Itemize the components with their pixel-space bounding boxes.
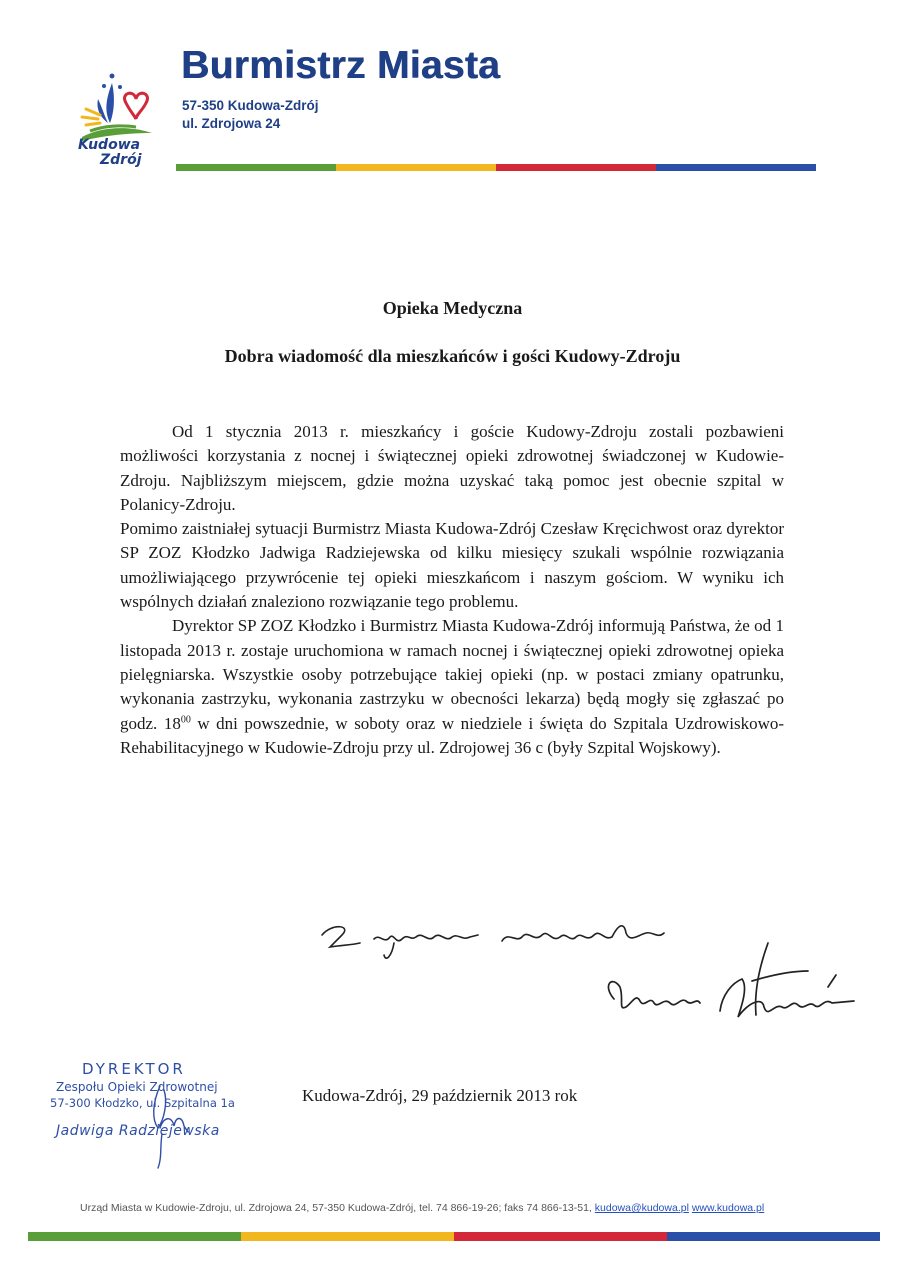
bar-segment-green	[176, 164, 336, 171]
office-title: Burmistrz Miasta	[181, 44, 501, 87]
place-and-date: Kudowa-Zdrój, 29 październik 2013 rok	[302, 1086, 578, 1105]
footer-email-link[interactable]: kudowa@kudowa.pl	[594, 1202, 689, 1214]
address-line-2: ul. Zdrojowa 24	[182, 116, 281, 131]
document-subheading: Dobra wiadomość dla mieszkańców i gości Kudowy-Zdroju	[224, 346, 681, 366]
stamp-name: Jadwiga Radziejewska	[56, 1123, 220, 1139]
stamp-address: 57-300 Kłodzko, ul. Szpitalna 1a	[50, 1096, 235, 1110]
logo-text-line2: Zdrój	[100, 152, 142, 168]
handwritten-signature	[592, 935, 872, 1045]
document-heading: Opieka Medyczna	[382, 298, 523, 318]
footer-contact	[80, 1202, 840, 1214]
bar-segment-red	[454, 1232, 667, 1241]
header-color-bar	[176, 164, 816, 171]
footer-website-link[interactable]: www.kudowa.pl	[691, 1202, 765, 1214]
bar-segment-green	[28, 1232, 241, 1241]
stamp-handwritten-initials	[130, 1076, 200, 1171]
address-line-1: 57-350 Kudowa-Zdrój	[182, 98, 319, 113]
bar-segment-yellow	[336, 164, 496, 171]
bar-segment-blue	[667, 1232, 880, 1241]
paragraph-3	[120, 614, 784, 760]
stamp-organization: Zespołu Opieki Zdrowotnej	[56, 1080, 218, 1094]
director-stamp	[50, 1060, 260, 1170]
footer-address: Urząd Miasta w Kudowie-Zdroju, ul. Zdrojowa 24, 57-350 Kudowa-Zdrój, tel. 74 866-19-26; faks 74 866-13-51,	[80, 1202, 592, 1214]
bar-segment-blue	[656, 164, 816, 171]
bar-segment-red	[496, 164, 656, 171]
logo-wordmark	[78, 138, 158, 168]
paragraph-2: Pomimo zaistniałej sytuacji Burmistrz Miasta Kudowa-Zdrój Czesław Kręcichwost oraz dyrektor SP ZOZ Kłodzko Jadwiga Radziejewska od kilku miesięcy szukali wspólnie rozwiązania umożliwiającego przywrócenie tej opieki mieszkańcom i naszym gościom. W wyniku ich wspólnych działań znaleziono rozwiązanie tego problemu.	[120, 519, 784, 612]
bar-segment-yellow	[241, 1232, 454, 1241]
paragraph-3-text-end: w dni powszednie, w soboty oraz w niedziele i święta do Szpitala Uzdrowiskowo-Rehabilitacyjnego w Kudowie-Zdroju przy ul. Zdrojowej 36 c (były Szpital Wojskowy).	[120, 713, 785, 757]
time-superscript: 00	[180, 713, 191, 725]
footer-color-bar	[28, 1232, 880, 1241]
letter-body	[120, 420, 784, 760]
stamp-role: DYREKTOR	[82, 1060, 186, 1078]
paragraph-1: Od 1 stycznia 2013 r. mieszkańcy i goście Kudowy-Zdroju zostali pozbawieni możliwości korzystania z nocnej i świątecznej opieki zdrowotnej świadczonej w Kudowie-Zdroju. Najbliższym miejscem, gdzie można uzyskać taką pomoc jest obecnie szpital w Polanicy-Zdroju.	[120, 422, 784, 514]
paragraph-3-text: Dyrektor SP ZOZ Kłodzko i Burmistrz Miasta Kudowa-Zdrój informują Państwa, że od 1 listopada 2013 r. zostaje uruchomiona w ramach nocnej i świątecznej opieki zdrowotnej opieka pielęgniarska. Wszystkie osoby potrzebujące takiej opieki (np. w postaci zmiany opatrunku, wykonania zastrzyku, wykonania zastrzyku w obecności lekarza) będą mogły się zgłaszać po godz. 18	[120, 616, 784, 733]
logo-text-line1: Kudowa	[78, 137, 141, 153]
